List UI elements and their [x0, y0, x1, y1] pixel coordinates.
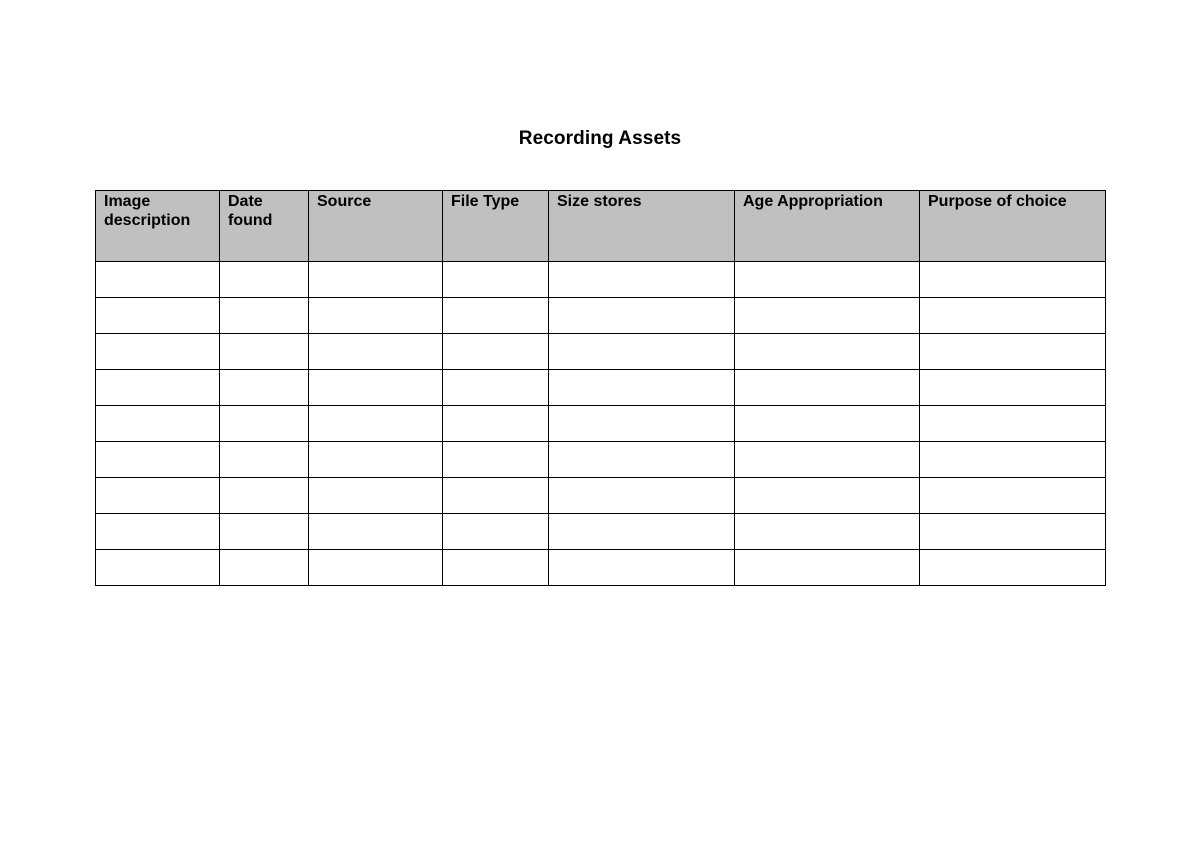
table-row	[96, 298, 1106, 334]
table-cell[interactable]	[735, 406, 920, 442]
table-cell[interactable]	[549, 478, 735, 514]
table-cell[interactable]	[549, 442, 735, 478]
table-cell[interactable]	[96, 442, 220, 478]
column-header-source: Source	[309, 191, 443, 262]
table-cell[interactable]	[443, 550, 549, 586]
table-cell[interactable]	[920, 334, 1106, 370]
table-cell[interactable]	[549, 298, 735, 334]
table-cell[interactable]	[220, 442, 309, 478]
table-cell[interactable]	[309, 442, 443, 478]
table-cell[interactable]	[920, 442, 1106, 478]
table-cell[interactable]	[443, 370, 549, 406]
table-cell[interactable]	[549, 406, 735, 442]
table-cell[interactable]	[220, 550, 309, 586]
table-cell[interactable]	[735, 514, 920, 550]
table-cell[interactable]	[96, 478, 220, 514]
table-cell[interactable]	[96, 334, 220, 370]
table-cell[interactable]	[220, 478, 309, 514]
table-cell[interactable]	[220, 406, 309, 442]
table-cell[interactable]	[443, 298, 549, 334]
table-cell[interactable]	[309, 298, 443, 334]
table-cell[interactable]	[309, 262, 443, 298]
table-cell[interactable]	[309, 370, 443, 406]
column-header-file-type: File Type	[443, 191, 549, 262]
column-header-image-description: Image description	[96, 191, 220, 262]
table-cell[interactable]	[735, 334, 920, 370]
table-cell[interactable]	[920, 550, 1106, 586]
table-cell[interactable]	[220, 262, 309, 298]
table-cell[interactable]	[920, 478, 1106, 514]
table-row	[96, 370, 1106, 406]
table-row	[96, 406, 1106, 442]
table-cell[interactable]	[309, 478, 443, 514]
table-cell[interactable]	[220, 370, 309, 406]
table-cell[interactable]	[735, 550, 920, 586]
table-cell[interactable]	[735, 262, 920, 298]
table-body	[96, 262, 1106, 586]
table-cell[interactable]	[443, 406, 549, 442]
column-header-age-appropriation: Age Appropriation	[735, 191, 920, 262]
table-cell[interactable]	[443, 514, 549, 550]
table-cell[interactable]	[96, 298, 220, 334]
table-cell[interactable]	[920, 514, 1106, 550]
table-cell[interactable]	[920, 370, 1106, 406]
column-header-size-stores: Size stores	[549, 191, 735, 262]
table-row	[96, 514, 1106, 550]
table-cell[interactable]	[96, 370, 220, 406]
table-cell[interactable]	[549, 334, 735, 370]
page-title: Recording Assets	[518, 128, 682, 149]
table-cell[interactable]	[96, 262, 220, 298]
table-cell[interactable]	[309, 514, 443, 550]
column-header-date-found: Date found	[220, 191, 309, 262]
column-header-purpose-of-choice: Purpose of choice	[920, 191, 1106, 262]
table-row	[96, 334, 1106, 370]
table-cell[interactable]	[96, 514, 220, 550]
table-cell[interactable]	[220, 514, 309, 550]
table-cell[interactable]	[309, 334, 443, 370]
table-cell[interactable]	[920, 262, 1106, 298]
table-row	[96, 262, 1106, 298]
table-cell[interactable]	[443, 334, 549, 370]
table-cell[interactable]	[549, 262, 735, 298]
table-cell[interactable]	[96, 550, 220, 586]
table-cell[interactable]	[96, 406, 220, 442]
table-cell[interactable]	[549, 550, 735, 586]
table-cell[interactable]	[735, 370, 920, 406]
header-row	[96, 191, 1106, 262]
table-cell[interactable]	[443, 262, 549, 298]
table-cell[interactable]	[220, 298, 309, 334]
table-cell[interactable]	[735, 442, 920, 478]
table-cell[interactable]	[220, 334, 309, 370]
table-cell[interactable]	[309, 406, 443, 442]
table-cell[interactable]	[735, 298, 920, 334]
table-row	[96, 550, 1106, 586]
table-cell[interactable]	[920, 406, 1106, 442]
table-cell[interactable]	[735, 478, 920, 514]
table-cell[interactable]	[920, 298, 1106, 334]
table-row	[96, 478, 1106, 514]
table-row	[96, 442, 1106, 478]
table-cell[interactable]	[549, 370, 735, 406]
table-cell[interactable]	[549, 514, 735, 550]
table-cell[interactable]	[443, 442, 549, 478]
table-cell[interactable]	[443, 478, 549, 514]
recording-assets-table	[95, 190, 1106, 586]
table-cell[interactable]	[309, 550, 443, 586]
